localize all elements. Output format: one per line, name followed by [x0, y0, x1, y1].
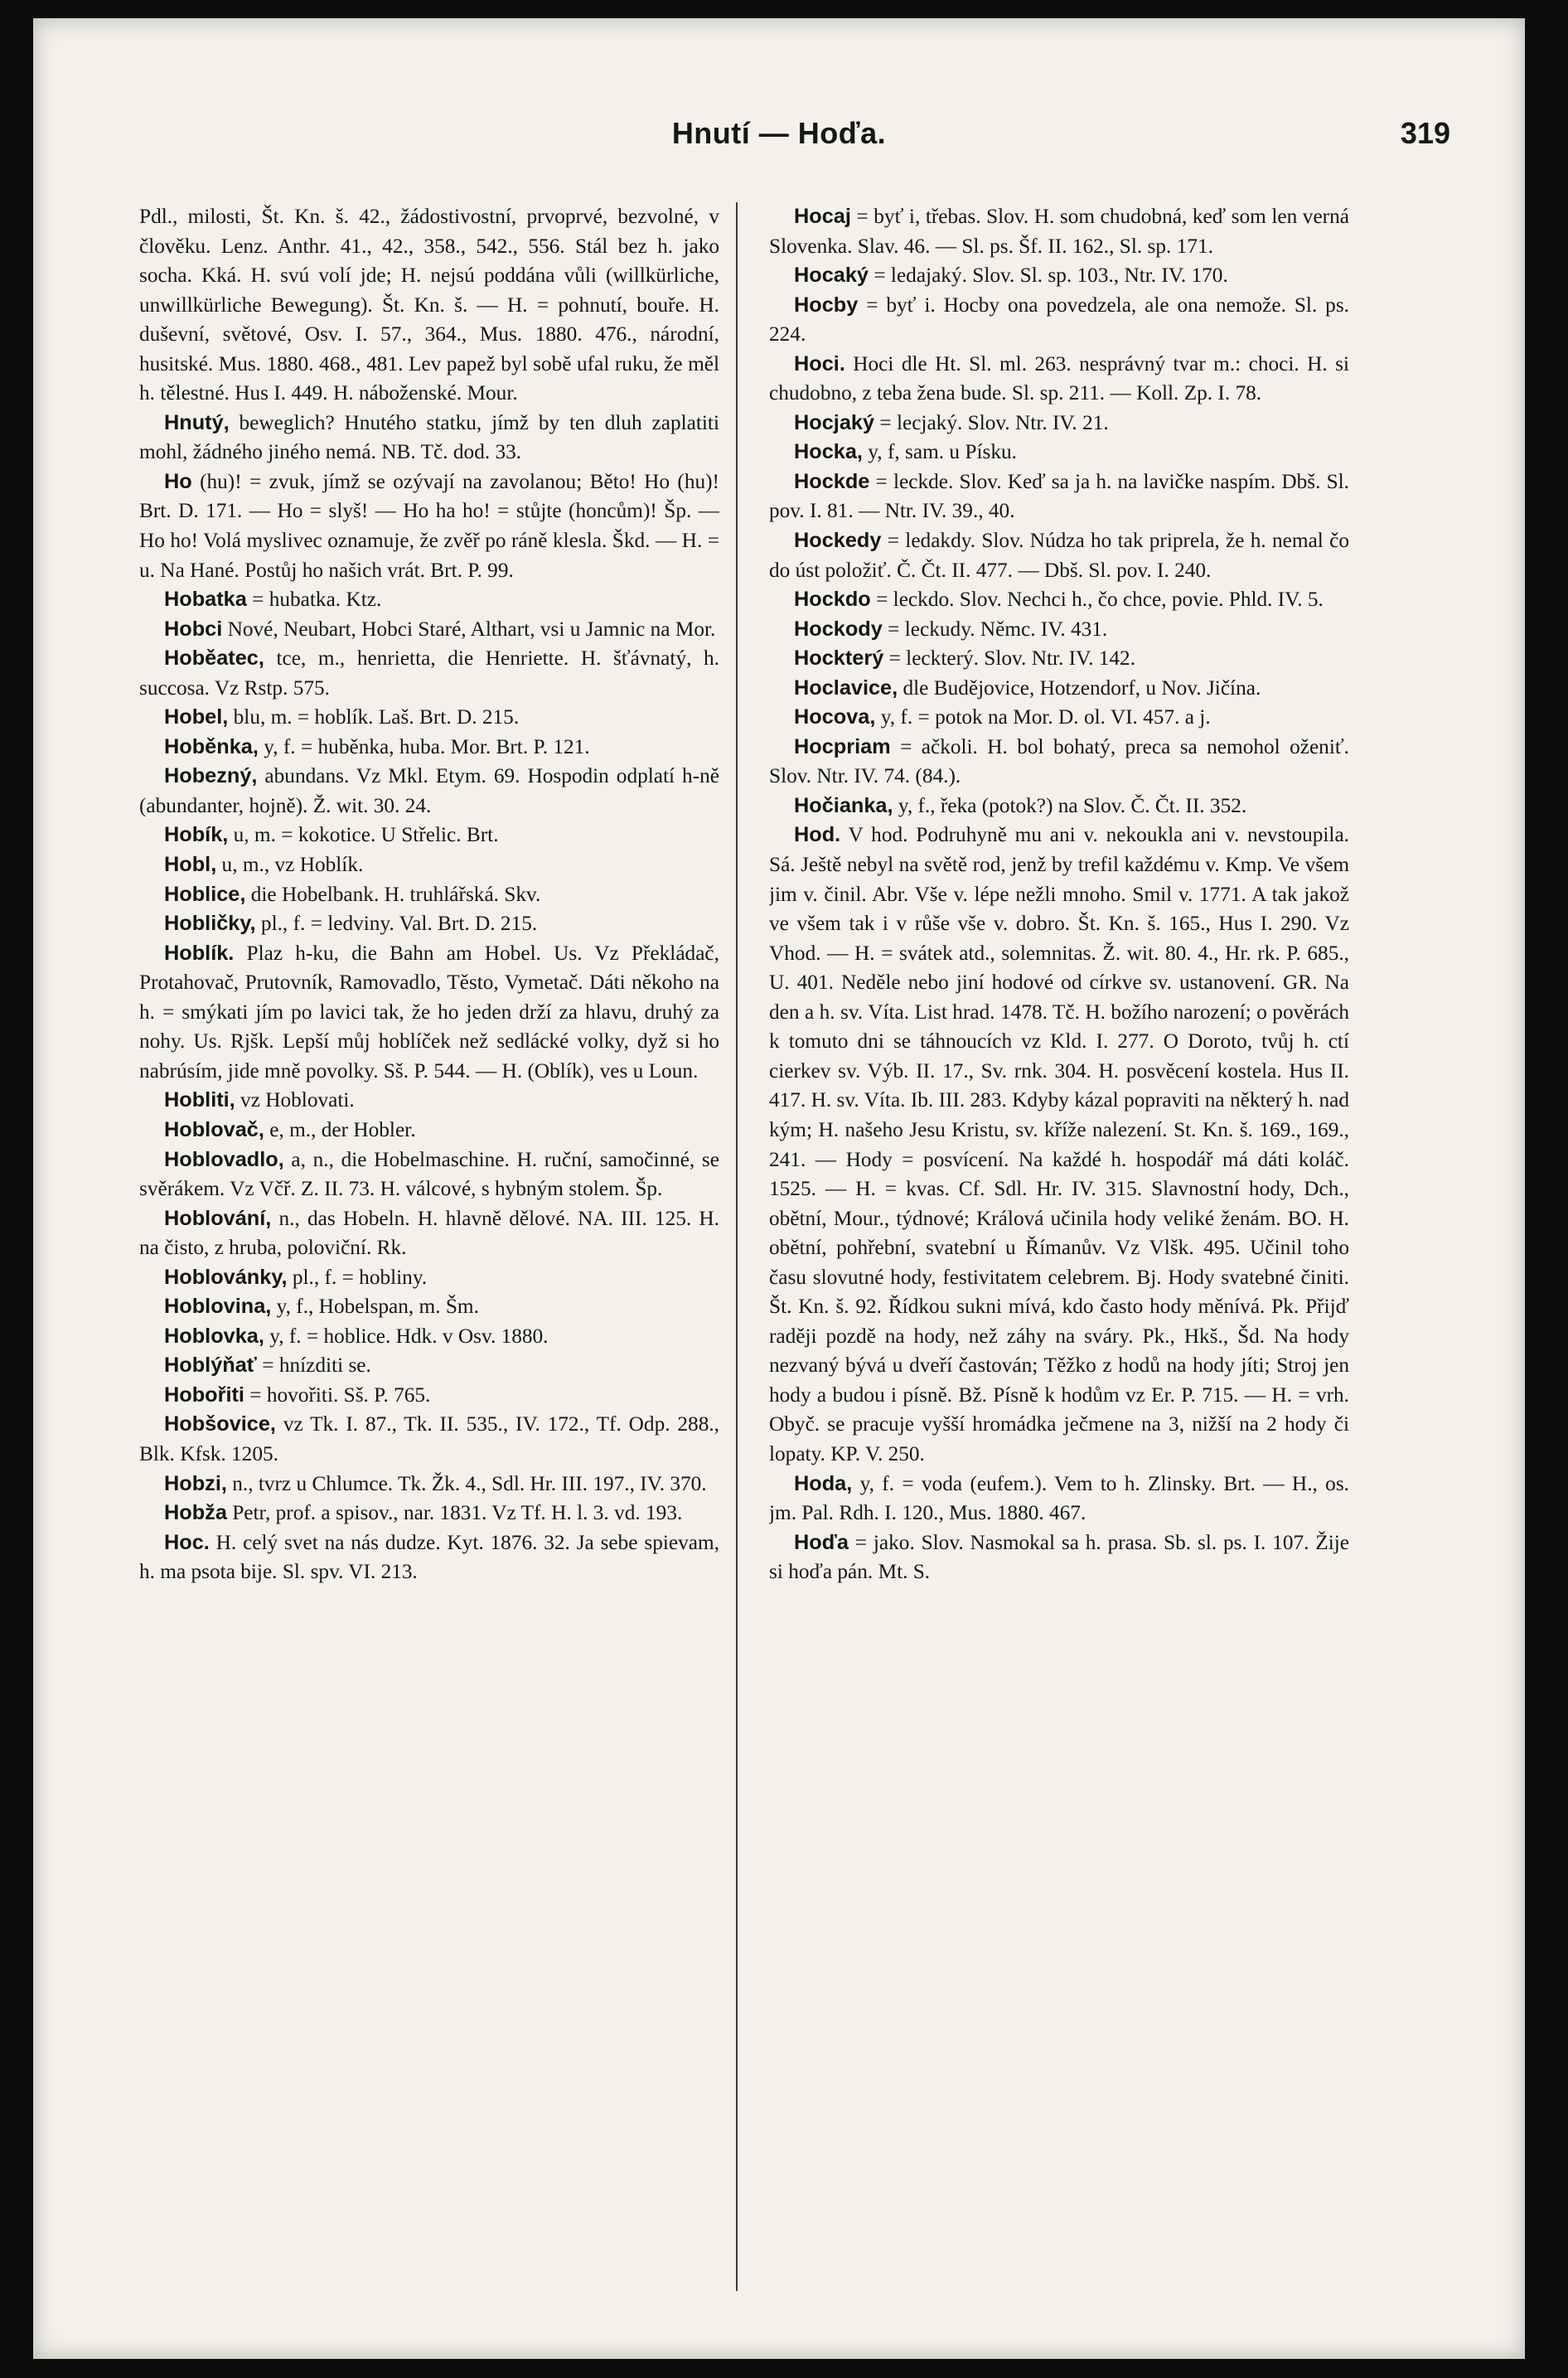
dictionary-entry — [139, 880, 719, 910]
entry-text: y, f., řeka (potok?) na Slov. Č. Čt. II. 352. — [893, 793, 1247, 817]
entry-text: vz Tk. I. 87., Tk. II. 535., IV. 172., Tf. Odp. 288., Blk. Kfsk. 1205. — [139, 1412, 719, 1465]
dictionary-page — [33, 18, 1525, 2359]
entry-text: = leckterý. Slov. Ntr. IV. 142. — [883, 647, 1136, 671]
dictionary-entry — [139, 1322, 719, 1352]
entry-headword: Hoblice, — [164, 882, 246, 906]
entry-headword: Hockody — [794, 617, 883, 641]
entry-text: Pdl., milosti, Št. Kn. š. 42., žádostivostní, prvoprvé, bezvolné, v člověku. Lenz. Anthr. 41., 42., 358., 542., 556. Stál bez h. jako socha. Kká. H. svú volí jde; H. nejsú poddána vůli (willkürliche, unwillkürliche Bewegung). Št. Kn. š. — H. = pohnutí, bouře. H. duševní, světové, Osv. I. 57., 364., Mus. 1880. 476., národní, husitské. Mus. 1880. 468., 481. Lev papež byl sobě ufal ruku, že měl h. tělestné. Hus I. 449. H. náboženské. Mour. — [139, 205, 719, 405]
entry-text: Plaz h-ku, die Bahn am Hobel. Us. Vz Překládač, Protahovač, Prutovník, Ramovadlo, Těsto, Vymetač. Dáti někoho na h. = smýkati jím po lavici tak, že ho jeden drží za hlavu, druhý za nohy. Us. Rjšk. Lepší můj hoblíček než sedlácké volky, dyž si ho nabrúsím, jide mně povolky. Sš. P. 544. — H. (Oblík), ves u Loun. — [139, 941, 719, 1082]
entry-text: = hnízditi se. — [256, 1354, 371, 1378]
entry-text: y, f. = potok na Mor. D. ol. VI. 457. a j. — [875, 705, 1211, 729]
entry-headword: Hoci. — [794, 351, 845, 375]
dictionary-entry — [769, 350, 1349, 409]
entry-headword: Hockde — [794, 469, 870, 493]
entry-text: die Hobelbank. H. truhlářská. Skv. — [245, 882, 541, 906]
entry-headword: Hoblování, — [164, 1206, 272, 1230]
left-column — [139, 202, 719, 2308]
entry-text: u, m., vz Hoblík. — [216, 853, 364, 877]
dictionary-entry — [139, 939, 719, 1087]
entry-headword: Hobl, — [164, 853, 217, 877]
entry-text: H. celý svet na nás dudze. Kyt. 1876. 32. Ja sebe spievam, h. ma psota bije. Sl. spv. VI. 213. — [139, 1530, 719, 1584]
entry-headword: Hobšovice, — [164, 1412, 276, 1436]
entry-text: = ačkoli. H. bol bohatý, preca sa nemohol oženiť. Slov. Ntr. IV. 74. (84.). — [769, 734, 1349, 788]
dictionary-entry — [139, 703, 719, 733]
entry-text: = jako. Slov. Nasmokal sa h. prasa. Sb. sl. ps. I. 107. Žije si hoďa pán. Mt. S. — [769, 1530, 1349, 1584]
entry-text: = ledakdy. Slov. Núdza ho tak priprela, že h. nemal čo do úst položiť. Č. Čt. II. 477. — Dbš. Sl. pov. I. 240. — [769, 529, 1349, 582]
entry-text: e, m., der Hobler. — [264, 1117, 416, 1141]
entry-text: = hovořiti. Sš. P. 765. — [244, 1383, 431, 1407]
entry-text: y, f. = huběnka, huba. Mor. Brt. P. 121. — [258, 734, 590, 758]
dictionary-entry — [139, 202, 719, 409]
entry-headword: Hobezný, — [164, 764, 258, 788]
dictionary-entry — [139, 1145, 719, 1204]
entry-text: tce, m., henrietta, die Henriette. H. šťávnatý, h. succosa. Vz Rstp. 575. — [139, 647, 719, 700]
entry-headword: Hoblovánky, — [164, 1265, 288, 1289]
entry-text: (hu)! = zvuk, jímž se ozývají na zavolanou; Běto! Ho (hu)! Brt. D. 171. — Ho = slyš! — Ho ha ho! = stůjte (honcům)! Šp. — Ho ho! Volá myslivec oznamuje, že zvěř po ráně klesla. Škd. — H. = u. Na Hané. Postůj ho našich vrát. Brt. P. 99. — [139, 469, 719, 582]
entry-headword: Hockdo — [794, 588, 871, 612]
entry-headword: Hocpriam — [794, 734, 891, 758]
dictionary-entry — [139, 850, 719, 880]
dictionary-entry — [139, 615, 719, 645]
entry-text: Petr, prof. a spisov., nar. 1831. Vz Tf. H. l. 3. vd. 193. — [226, 1501, 683, 1525]
entry-text: = hubatka. Ktz. — [246, 588, 382, 612]
entry-headword: Hobatka — [164, 588, 247, 612]
dictionary-entry — [769, 202, 1349, 261]
right-column — [769, 202, 1349, 2308]
entry-text: = leckudy. Němc. IV. 431. — [882, 617, 1108, 641]
entry-text: = leckdo. Slov. Nechci h., čo chce, povie. Phld. IV. 5. — [870, 588, 1324, 612]
entry-headword: Hočianka, — [794, 793, 893, 817]
page-header — [33, 116, 1525, 166]
entry-text: dle Budějovice, Hotzendorf, u Nov. Jičína. — [898, 676, 1261, 700]
entry-text: pl., f. = ledviny. Val. Brt. D. 215. — [255, 912, 538, 936]
dictionary-entry — [769, 526, 1349, 585]
entry-headword: Hoblík. — [164, 941, 235, 965]
column-divider — [736, 202, 738, 2291]
entry-headword: Hocaj — [794, 205, 851, 228]
entry-text: V hod. Podruhyně mu ani v. nekoukla ani v. nevstoupila. Sá. Ještě nebyl na světě rod, jenž by trefil každému v. Kmp. Ve všem jim v. činil. Abr. Vše v. lépe nežli mnoho. Smil v. 1771. A tak jakož ve všem tak i v růše vše v. dobro. Št. Kn. š. 165., Hus I. 290. Vz Vhod. — H. = svátek atd., solemnitas. Ž. wit. 80. 4., Hr. rk. P. 685., U. 401. Neděle nebo jiní hodové od církve sv. ustanovení. GR. Na den a h. sv. Víta. List hrad. 1478. Tč. H. božího narození; o pověrách k tomuto dni se táhnoucích vz Kld. I. 277. O Doroto, tvůj h. ctí cierkev sv. Výb. II. 17., Sv. rnk. 304. H. posvěcení kostela. Hus II. 417. H. sv. Víta. Ib. III. 283. Kdyby kázal popraviti na některý h. nad kým; H. našeho Jesu Kristu, sv. kříže nalezení. St. Kn. š. 169., 169., 241. — Hody = posvícení. Na každé h. hospodář má dáti koláč. 1525. — H. = kvas. Cf. Sdl. Hr. IV. 315. Slavnostní hody, Dch., obětní, Mour., týdnové; Králová učinila hody veliké ženám. BO. H. obětní, pohřební, svatební u Římanův. Vz Vlšk. 495. Učinil toho času slovutné hody, festivitatem celebrem. Bj. Hody svatebné činiti. Št. Kn. š. 92. Řídkou sukni mívá, kdo často hody měnívá. Pk. Přijď raději pozdě na hody, než záhy na sváry. Pk., Hkš., Šd. Na hody nezvaný bývá u dveří častován; Těžko z hodů na hody jíti; Stroj jen hody a budou i písně. Bž. Písně k hodům vz Er. P. 715. — H. = vrh. Obyč. se pracuje vyšší hromádka ječmene na 3, nižší na 2 hody či lopaty. KP. V. 250. — [769, 823, 1349, 1465]
entry-text: = leckde. Slov. Keď sa ja h. na lavičke naspím. Dbš. Sl. pov. I. 81. — Ntr. IV. 39., 40. — [769, 469, 1349, 523]
entry-headword: Hocaký — [794, 264, 869, 288]
entry-headword: Hocka, — [794, 440, 863, 464]
entry-headword: Hocby — [794, 293, 859, 317]
entry-headword: Hockterý — [794, 647, 884, 671]
dictionary-entry — [139, 821, 719, 850]
entry-headword: Hoc. — [164, 1530, 210, 1554]
dictionary-entry — [139, 1116, 719, 1145]
entry-text: = byť i. Hocby ona povedzela, ale ona nemože. Sl. ps. 224. — [769, 293, 1349, 346]
entry-text: Hoci dle Ht. Sl. ml. 263. nesprávný tvar m.: choci. H. si chudobno, z teba žena bude. Sl. sp. 211. — Koll. Zp. I. 78. — [769, 351, 1349, 405]
dictionary-entry — [769, 291, 1349, 350]
dictionary-entry — [769, 438, 1349, 467]
dictionary-entry — [139, 409, 719, 467]
dictionary-entry — [139, 1263, 719, 1293]
dictionary-entry — [139, 1204, 719, 1263]
entry-headword: Hoda, — [794, 1471, 853, 1495]
dictionary-entry — [139, 1470, 719, 1499]
dictionary-entry — [769, 821, 1349, 1469]
entry-headword: Hobzi, — [164, 1471, 227, 1495]
dictionary-entry — [769, 467, 1349, 526]
entry-headword: Hod. — [794, 823, 841, 847]
entry-headword: Hoblovina, — [164, 1295, 272, 1319]
dictionary-entry — [139, 762, 719, 821]
entry-headword: Hocjaký — [794, 410, 875, 434]
entry-headword: Hobličky, — [164, 912, 256, 936]
entry-text: y, f, sam. u Písku. — [862, 440, 1017, 464]
entry-text: beweglich? Hnutého statku, jímž by ten dluh zaplatiti mohl, žádného jiného nemá. NB. Tč. dod. 33. — [139, 410, 719, 464]
dictionary-entry — [769, 733, 1349, 792]
entry-headword: Ho — [164, 469, 192, 493]
dictionary-entry — [139, 467, 719, 585]
entry-headword: Hoběnka, — [164, 734, 259, 758]
entry-headword: Hockedy — [794, 529, 882, 553]
entry-text: y, f. = voda (eufem.). Vem to h. Zlinsky. Brt. — H., os. jm. Pal. Rdh. I. 120., Mus. 1880. 467. — [769, 1471, 1349, 1525]
entry-headword: Hoblovač, — [164, 1117, 264, 1141]
entry-text: blu, m. = hoblík. Laš. Brt. D. 215. — [228, 705, 520, 729]
dictionary-entry — [769, 585, 1349, 615]
dictionary-entry — [769, 615, 1349, 645]
entry-headword: Hobža — [164, 1501, 227, 1525]
dictionary-entry — [769, 703, 1349, 733]
dictionary-entry — [769, 1470, 1349, 1528]
entry-headword: Hnutý, — [164, 410, 230, 434]
dictionary-entry — [139, 1528, 719, 1587]
running-title: Hnutí — Hoďa. — [671, 116, 887, 150]
entry-text: Nové, Neubart, Hobci Staré, Althart, vsi u Jamnic na Mor. — [222, 617, 716, 641]
entry-headword: Hobík, — [164, 823, 229, 847]
entry-headword: Hoběatec, — [164, 647, 264, 671]
dictionary-entry — [769, 261, 1349, 291]
entry-headword: Hoblovadlo, — [164, 1147, 284, 1171]
entry-headword: Hoblovka, — [164, 1324, 264, 1348]
entry-text: = byť i, třebas. Slov. H. som chudobná, keď som len verná Slovenka. Slav. 46. — Sl. ps. Šf. II. 162., Sl. sp. 171. — [769, 205, 1349, 258]
dictionary-entry — [139, 909, 719, 939]
dictionary-entry — [769, 644, 1349, 674]
entry-headword: Hoďa — [794, 1530, 849, 1554]
entry-text: y, f. = hoblice. Hdk. v Osv. 1880. — [264, 1324, 549, 1348]
entry-headword: Hobořiti — [164, 1383, 244, 1407]
dictionary-entry — [139, 585, 719, 615]
dictionary-entry — [139, 1499, 719, 1528]
entry-text: a, n., die Hobelmaschine. H. ruční, samočinné, se svěrákem. Vz Včř. Z. II. 73. H. válcové, s hybným stolem. Šp. — [139, 1147, 719, 1201]
dictionary-entry — [139, 1410, 719, 1469]
dictionary-entry — [139, 644, 719, 703]
page-number: 319 — [1400, 116, 1450, 150]
entry-headword: Hobel, — [164, 705, 229, 729]
entry-text: pl., f. = hobliny. — [287, 1265, 428, 1289]
dictionary-entry — [139, 1086, 719, 1116]
dictionary-entry — [769, 792, 1349, 821]
entry-headword: Hocova, — [794, 705, 876, 729]
entry-text: n., tvrz u Chlumce. Tk. Žk. 4., Sdl. Hr. III. 197., IV. 370. — [226, 1471, 707, 1495]
entry-text: = lecjaký. Slov. Ntr. IV. 21. — [874, 410, 1109, 434]
entry-headword: Hoblýňať — [164, 1354, 257, 1378]
entry-text: u, m. = kokotice. U Střelic. Brt. — [228, 823, 499, 847]
entry-text: abundans. Vz Mkl. Etym. 69. Hospodin odplatí h-ně (abundanter, hojně). Ž. wit. 30. 24. — [139, 764, 719, 817]
entry-headword: Hobci — [164, 617, 223, 641]
dictionary-entry — [769, 409, 1349, 438]
entry-text: y, f., Hobelspan, m. Šm. — [271, 1295, 479, 1319]
entry-headword: Hobliti, — [164, 1088, 235, 1112]
dictionary-entry — [139, 733, 719, 763]
dictionary-entry — [139, 1351, 719, 1381]
dictionary-entry — [139, 1381, 719, 1411]
entry-text: n., das Hobeln. H. hlavně dělové. NA. III. 125. H. na čisto, z hruba, poloviční. Rk. — [139, 1206, 719, 1260]
entry-headword: Hoclavice, — [794, 676, 898, 700]
dictionary-entry — [769, 1528, 1349, 1587]
dictionary-entry — [139, 1292, 719, 1322]
entry-text: = ledajaký. Slov. Sl. sp. 103., Ntr. IV. 170. — [869, 264, 1228, 288]
entry-text: vz Hoblovati. — [235, 1088, 355, 1112]
dictionary-entry — [769, 674, 1349, 704]
